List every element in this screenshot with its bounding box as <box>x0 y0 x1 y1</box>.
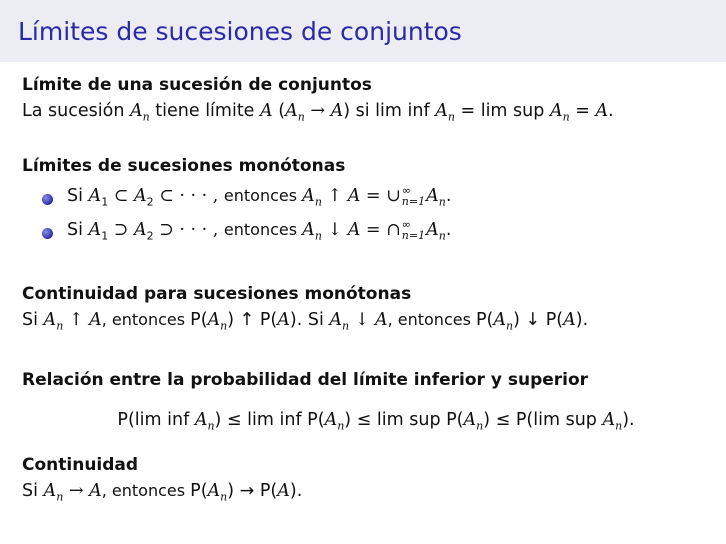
math-op: → <box>63 480 90 501</box>
math-op: = ∩ <box>360 220 401 241</box>
math-sub: n <box>56 490 64 503</box>
math-op: P( <box>190 480 208 501</box>
math-sub: n=1 <box>401 195 426 209</box>
bullet-icon <box>42 194 53 205</box>
math-var: A <box>133 220 147 241</box>
math-sub: 1 <box>101 229 109 243</box>
math-var: A <box>302 186 315 207</box>
math-op: ⊃ · · · , <box>153 220 224 241</box>
text-fragment: ) ≤ P(lim sup <box>483 410 603 430</box>
heading-monotone-limits: Límites de sucesiones monótonas <box>22 155 346 176</box>
math-var: A <box>347 220 361 241</box>
math-var: A <box>43 309 57 330</box>
math-sub: n=1 <box>401 229 426 243</box>
limit-definition-text <box>22 98 704 131</box>
math-sup: ∞ <box>401 218 411 232</box>
text-fragment: . <box>608 101 614 121</box>
slide-title: Límites de sucesiones de conjuntos <box>18 16 462 46</box>
math-var: A <box>324 410 338 430</box>
text-fragment: P(lim inf <box>117 410 195 430</box>
math-op: ↓ <box>321 220 348 241</box>
math-sub: n <box>476 419 484 433</box>
math-sub: n <box>438 195 446 209</box>
text-fragment: , entonces <box>101 309 191 329</box>
math-var: A <box>43 480 57 501</box>
text-fragment: ( <box>272 101 286 121</box>
math-var: A <box>88 186 102 207</box>
math-var: A <box>277 309 290 330</box>
increasing-case <box>67 183 451 216</box>
math-sub: n <box>220 319 228 332</box>
math-var: A <box>89 480 102 501</box>
math-var: A <box>194 410 208 430</box>
math-sub: n <box>438 229 446 243</box>
math-sub: n <box>342 319 350 332</box>
math-var: A <box>89 309 102 330</box>
math-var: A <box>426 186 439 207</box>
math-op: P( <box>476 309 494 330</box>
math-var: A <box>133 186 147 207</box>
math-sub: n <box>314 229 322 243</box>
intersection-limits <box>402 219 425 241</box>
math-op: ). <box>575 309 589 330</box>
heading-inf-sup-relation: Relación entre la probabilidad del límite inferior y superior <box>22 370 589 390</box>
math-var: A <box>435 101 448 121</box>
continuity-text <box>22 478 704 511</box>
heading-limit-definition: Límite de una sucesión de conjuntos <box>22 75 372 95</box>
text-fragment: = lim sup <box>454 101 550 121</box>
math-var: A <box>463 410 477 430</box>
text-fragment: Si <box>22 480 44 501</box>
text-fragment: Si <box>67 186 89 207</box>
math-var: A <box>374 309 388 330</box>
math-op: → <box>304 101 331 121</box>
inf-sup-inequality <box>22 407 704 440</box>
math-var: A <box>129 101 143 121</box>
list-item <box>42 219 704 249</box>
math-var: A <box>207 480 221 501</box>
bullet-icon <box>42 228 53 239</box>
math-op: ) ↑ P( <box>227 309 278 330</box>
math-var: A <box>260 101 273 121</box>
math-op: ⊂ <box>108 186 134 207</box>
math-op: ). <box>289 309 308 330</box>
math-var: A <box>347 186 361 207</box>
math-sub: 2 <box>146 195 154 209</box>
math-op: = ∪ <box>360 186 401 207</box>
monotone-continuity-text <box>22 307 704 340</box>
text-fragment: La sucesión <box>22 101 130 121</box>
text-fragment: ) si lim inf <box>343 101 436 121</box>
math-var: A <box>277 480 290 501</box>
math-var: A <box>207 309 221 330</box>
math-var: A <box>595 101 609 121</box>
math-op: ↓ <box>349 309 375 330</box>
math-var: A <box>329 309 343 330</box>
math-var: A <box>563 309 576 330</box>
math-var: A <box>493 309 507 330</box>
math-op: ⊂ · · · , <box>153 186 224 207</box>
union-limits <box>402 185 425 207</box>
math-sub: n <box>314 195 322 209</box>
title-bar <box>0 0 726 62</box>
math-var: A <box>330 101 344 121</box>
math-var: A <box>285 101 298 121</box>
math-op: ↑ <box>63 309 90 330</box>
heading-monotone-continuity: Continuidad para sucesiones monótonas <box>22 283 412 304</box>
math-sub: n <box>337 419 345 433</box>
text-fragment: Si <box>67 220 89 241</box>
math-var: A <box>426 220 439 241</box>
math-sub: n <box>297 110 305 124</box>
section-monotone-continuity <box>22 281 704 340</box>
heading-continuity: Continuidad <box>22 454 139 475</box>
list-item <box>42 185 704 215</box>
math-op: ↑ <box>321 186 348 207</box>
math-op: ) → P( <box>227 480 278 501</box>
section-monotone-limits <box>22 153 704 249</box>
section-inf-sup-relation <box>22 367 704 440</box>
math-sub: n <box>56 319 64 332</box>
math-sub: 2 <box>146 229 154 243</box>
math-sub: 1 <box>101 195 109 209</box>
decreasing-case <box>67 217 451 250</box>
math-sub: n <box>562 110 570 124</box>
math-var: A <box>302 220 315 241</box>
math-sub: n <box>220 490 228 503</box>
math-sub: n <box>142 110 150 124</box>
text-fragment: Si <box>22 309 44 330</box>
math-sup: ∞ <box>401 184 411 198</box>
math-op: ). <box>289 480 303 501</box>
text-fragment: entonces <box>223 220 303 240</box>
math-var: A <box>88 220 102 241</box>
text-fragment: , entonces <box>387 309 476 329</box>
text-fragment: entonces <box>223 186 303 206</box>
text-fragment: = <box>569 101 596 121</box>
text-fragment: ). <box>622 410 635 430</box>
section-continuity <box>22 452 704 511</box>
section-limit-definition <box>22 72 704 131</box>
math-op: ⊃ <box>108 220 134 241</box>
math-var: A <box>602 410 616 430</box>
text-fragment: Si <box>307 309 330 330</box>
text-fragment: ) ≤ lim inf P( <box>214 410 325 430</box>
math-sub: n <box>615 419 623 433</box>
text-fragment: , entonces <box>101 480 191 500</box>
math-var: A <box>549 101 563 121</box>
math-op: P( <box>190 309 208 330</box>
text-fragment: tiene límite <box>149 101 261 121</box>
text-fragment: . <box>445 186 452 207</box>
math-sub: n <box>447 110 455 124</box>
text-fragment: . <box>445 220 452 241</box>
monotone-list <box>22 185 704 249</box>
math-sub: n <box>506 319 514 332</box>
math-sub: n <box>207 419 215 433</box>
text-fragment: ) ≤ lim sup P( <box>344 410 464 430</box>
math-op: ) ↓ P( <box>513 309 564 330</box>
slide-content <box>0 62 726 510</box>
